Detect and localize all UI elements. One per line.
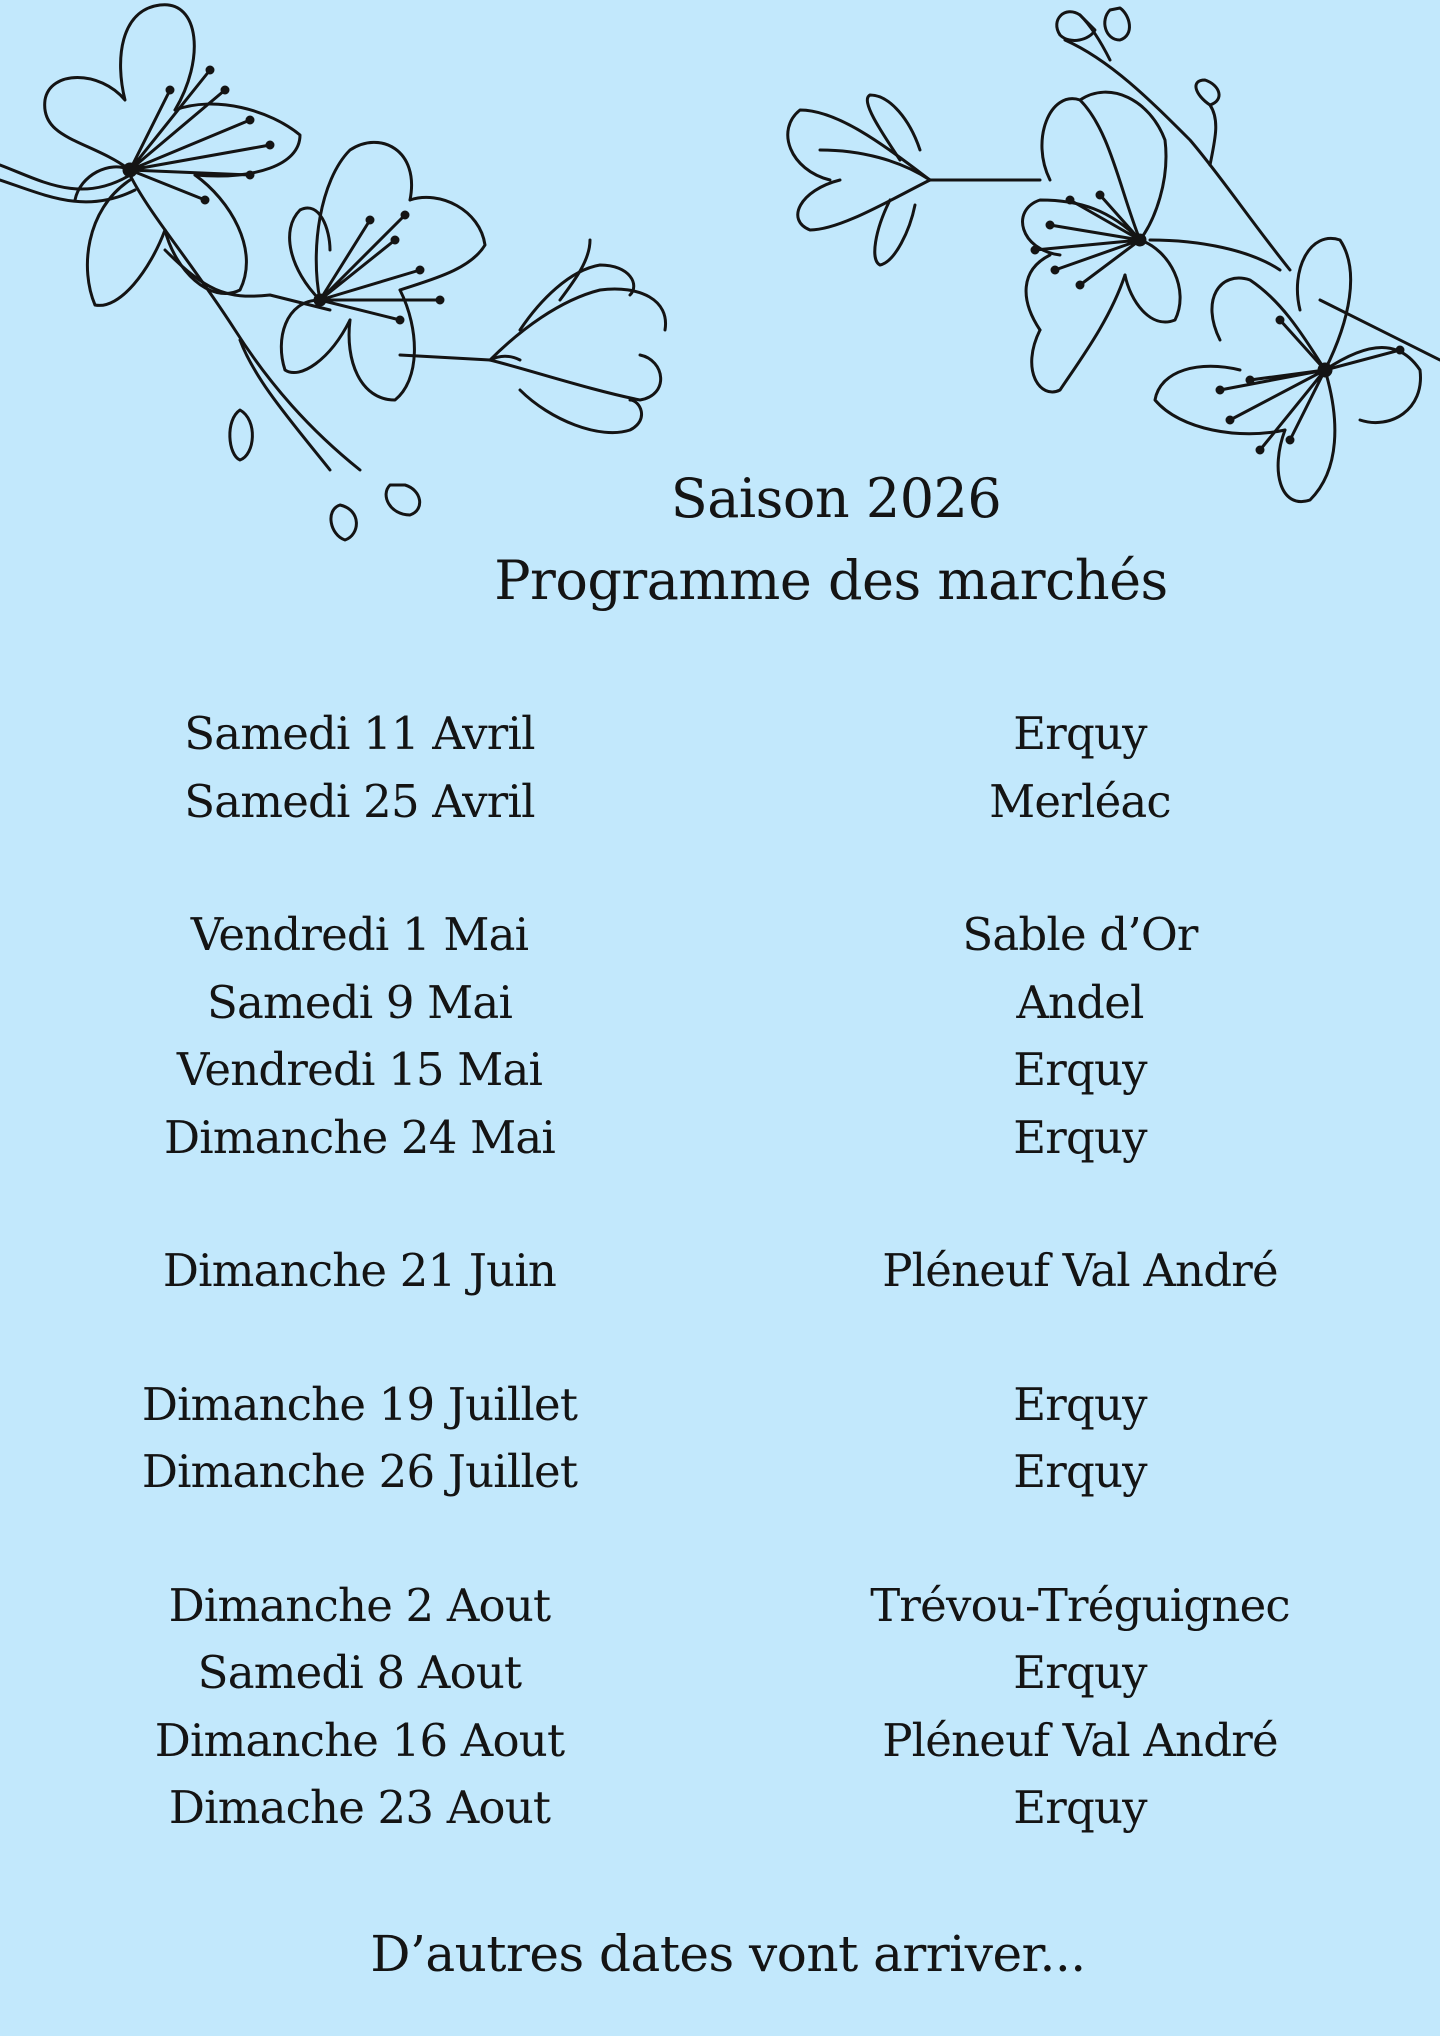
market-place: Erquy: [1013, 707, 1147, 761]
table-row: [0, 1036, 1440, 1104]
market-date: Vendredi 1 Mai: [190, 908, 529, 962]
market-place: Trévou-Tréguignec: [870, 1578, 1290, 1632]
table-row: [0, 1707, 1440, 1775]
market-place: Andel: [1016, 975, 1144, 1029]
market-date: Dimanche 16 Aout: [154, 1713, 565, 1767]
table-row: [0, 901, 1440, 969]
table-row: [0, 1237, 1440, 1305]
market-date: Samedi 8 Aout: [197, 1646, 522, 1700]
market-schedule: [0, 700, 1440, 1908]
market-date: Dimanche 26 Juillet: [141, 1445, 578, 1499]
market-date: Dimanche 2 Aout: [168, 1578, 551, 1632]
table-row: [0, 1639, 1440, 1707]
market-date: Dimanche 19 Juillet: [141, 1377, 578, 1431]
market-place: Erquy: [1013, 1646, 1147, 1700]
schedule-group-july: [0, 1371, 1440, 1506]
market-place: Erquy: [1013, 1781, 1147, 1835]
schedule-group-may: [0, 901, 1440, 1171]
table-row: [0, 1371, 1440, 1439]
market-date: Dimanche 21 Juin: [162, 1244, 557, 1298]
season-title: Saison 2026: [670, 467, 1002, 530]
market-place: Pléneuf Val André: [882, 1713, 1278, 1767]
schedule-group-august: [0, 1572, 1440, 1842]
market-date: Samedi 25 Avril: [184, 774, 535, 828]
market-place: Erquy: [1013, 1043, 1147, 1097]
schedule-group-april: [0, 700, 1440, 835]
table-row: [0, 700, 1440, 768]
schedule-group-june: [0, 1237, 1440, 1305]
table-row: [0, 1438, 1440, 1506]
program-subtitle: Programme des marchés: [494, 549, 1168, 612]
market-date: Samedi 9 Mai: [206, 975, 513, 1029]
market-place: Erquy: [1013, 1110, 1147, 1164]
table-row: [0, 1104, 1440, 1172]
market-date: Samedi 11 Avril: [184, 707, 535, 761]
table-row: [0, 768, 1440, 836]
market-place: Merléac: [989, 774, 1171, 828]
market-place: Pléneuf Val André: [882, 1244, 1278, 1298]
table-row: [0, 969, 1440, 1037]
market-place: Erquy: [1013, 1445, 1147, 1499]
table-row: [0, 1774, 1440, 1842]
title-block: [0, 458, 1440, 622]
market-date: Vendredi 15 Mai: [176, 1043, 543, 1097]
market-place: Erquy: [1013, 1377, 1147, 1431]
table-row: [0, 1572, 1440, 1640]
market-date: Dimanche 24 Mai: [164, 1110, 555, 1164]
market-date: Dimache 23 Aout: [168, 1781, 551, 1835]
market-place: Sable d’Or: [962, 908, 1198, 962]
footer-note: [0, 1925, 1440, 1983]
footer-text: D’autres dates vont arriver...: [370, 1925, 1086, 1983]
